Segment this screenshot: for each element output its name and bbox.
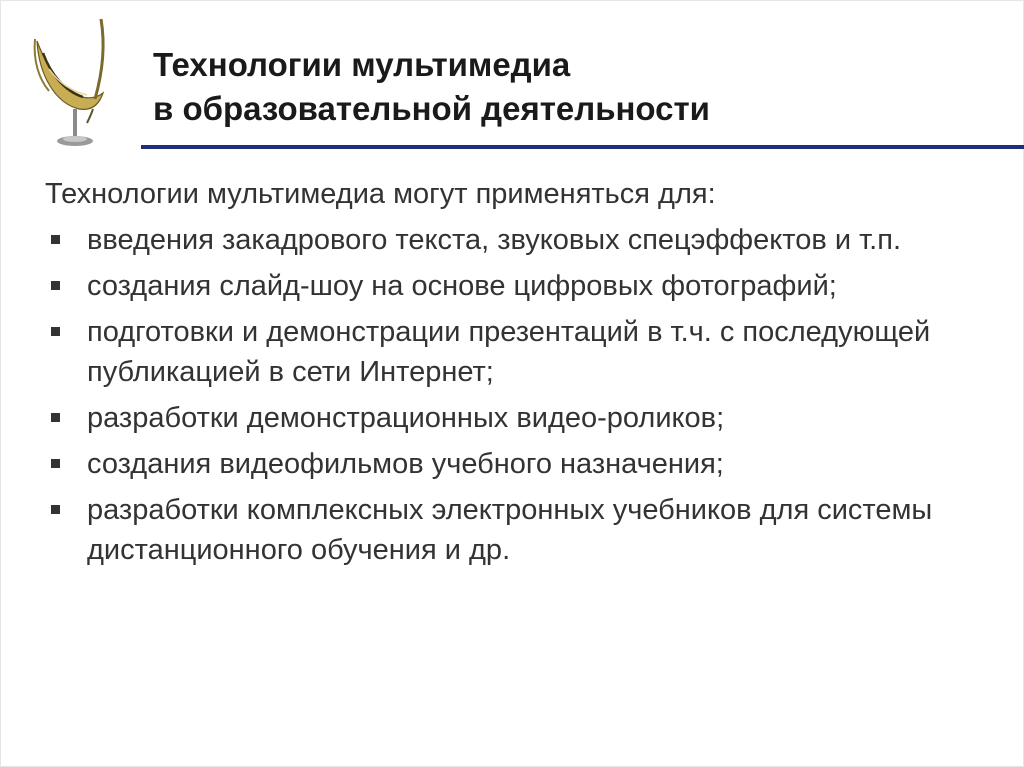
list-item-text: разработки демонстрационных видео-роликов; (87, 402, 725, 434)
list-item (45, 490, 1005, 570)
golden-crescent-emblem-icon (29, 13, 109, 151)
slide-title-line-2: в образовательной деятельности (153, 90, 710, 127)
square-bullet-icon (51, 235, 60, 244)
square-bullet-icon (51, 413, 60, 422)
list-item-text: введения закадрового текста, звуковых спецэффектов и т.п. (87, 224, 901, 256)
square-bullet-icon (51, 505, 60, 514)
intro-text: Технологии мультимедиа могут применяться для: (45, 178, 716, 210)
list-item (45, 312, 1005, 392)
list-item-text: создания слайд-шоу на основе цифровых фотографий; (87, 270, 837, 302)
slide-title (153, 43, 710, 131)
list-item (45, 220, 1005, 260)
square-bullet-icon (51, 327, 60, 336)
list-item-text: подготовки и демонстрации презентаций в т.ч. с последующей публикацией в сети Интернет; (87, 316, 931, 388)
list-item (45, 444, 1005, 484)
square-bullet-icon (51, 281, 60, 290)
list-item-text: создания видеофильмов учебного назначения; (87, 448, 724, 480)
slide-title-line-1: Технологии мультимедиа (153, 46, 571, 83)
bullet-list (45, 220, 1005, 570)
slide-body (45, 174, 1005, 576)
list-item (45, 398, 1005, 438)
list-item (45, 266, 1005, 306)
title-divider (141, 145, 1024, 149)
square-bullet-icon (51, 459, 60, 468)
list-item-text: разработки комплексных электронных учебников для системы дистанционного обучения и др. (87, 494, 933, 566)
